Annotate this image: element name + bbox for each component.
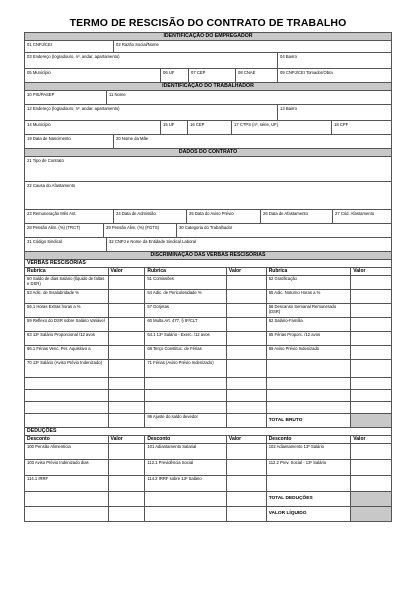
empty-cell[interactable]	[145, 390, 227, 401]
empty-cell[interactable]	[109, 390, 146, 401]
rubrica-cell[interactable]: 66.1 Férias Venc. Per. Aquisitivo a	[25, 346, 109, 359]
col-valor-3: Valor	[353, 436, 366, 442]
valor-cell[interactable]	[351, 444, 391, 459]
rubrica-cell[interactable]: 62 Salário-Família	[267, 318, 352, 331]
field-uf-trabalhador[interactable]: 15 UF	[161, 121, 188, 134]
col-valor-2: Valor	[227, 436, 267, 443]
verbas-empty-row	[24, 390, 392, 402]
empty-cell[interactable]	[227, 390, 267, 401]
field-data-admissao[interactable]: 24 Data de Admissão	[114, 210, 187, 223]
rubrica-cell[interactable]: 112.1 Previdência Social	[145, 460, 227, 475]
valor-cell[interactable]	[351, 476, 391, 491]
deducoes-total-row	[24, 492, 392, 507]
table-row	[24, 360, 392, 378]
table-row	[24, 476, 392, 492]
field-causa-afastamento[interactable]: 22 Causa do Afastamento	[27, 183, 76, 188]
rubrica-cell[interactable]: 103 Aviso Prévio Indenizado dias	[25, 460, 109, 475]
field-tipo-contrato[interactable]: 21 Tipo de Contrato	[27, 158, 64, 163]
field-codigo-sindical[interactable]: 31 Código Sindical	[25, 238, 107, 251]
valor-cell[interactable]	[351, 332, 391, 345]
section-trabalhador: IDENTIFICAÇÃO DO TRABALHADOR	[24, 83, 392, 91]
col-valor-3: Valor	[353, 268, 366, 274]
rubrica-cell[interactable]: 57 Gorjetas	[145, 304, 227, 317]
valor-cell[interactable]	[109, 360, 146, 377]
total-bruto-value[interactable]	[351, 414, 391, 427]
rubrica-cell[interactable]: 50 Saldo de dias Salário (líquido de faltas e DSR)	[25, 276, 109, 289]
empty-cell[interactable]	[145, 402, 227, 413]
field-data-nascimento[interactable]: 19 Data de Nascimento	[25, 135, 114, 148]
section-empregador: IDENTIFICAÇÃO DO EMPREGADOR	[24, 33, 392, 41]
valor-cell[interactable]	[227, 460, 267, 475]
field-nome-mae[interactable]: 20 Nome da Mãe	[116, 136, 149, 141]
field-pensao-fgts[interactable]: 29 Pensão Alim. (%) (FGTS)	[104, 224, 177, 237]
field-pensao-trct[interactable]: 28 Pensão Alim. (%) (TRCT)	[25, 224, 104, 237]
empty-cell[interactable]	[145, 492, 227, 506]
total-deducoes-value[interactable]	[351, 492, 391, 506]
table-row	[24, 318, 392, 332]
table-row	[24, 346, 392, 360]
table-row	[24, 290, 392, 304]
field-data-afastamento[interactable]: 26 Data de Afastamento	[261, 210, 333, 223]
empty-cell[interactable]	[25, 507, 109, 521]
valor-cell[interactable]	[227, 346, 267, 359]
table-row	[24, 460, 392, 476]
col-desconto-2: Desconto	[145, 436, 227, 443]
col-rubrica-1: Rubrica	[25, 268, 109, 275]
empty-cell[interactable]	[267, 378, 352, 389]
empty-cell[interactable]	[145, 507, 227, 521]
verbas-empty-row	[24, 402, 392, 414]
verbas-label: VERBAS RESCISÓRIAS	[24, 260, 392, 268]
valor-cell[interactable]	[109, 476, 146, 491]
col-desconto-3: Desconto	[267, 436, 352, 443]
valor-cell[interactable]	[227, 476, 267, 491]
valor-cell[interactable]	[109, 332, 146, 345]
field-cod-afastamento[interactable]: 27 Cód. Afastamento	[335, 211, 375, 216]
field-cep-trabalhador[interactable]: 16 CEP	[188, 121, 232, 134]
valor-liquido-value[interactable]	[351, 507, 391, 521]
verbas-empty-row	[24, 378, 392, 390]
col-rubrica-3: Rubrica	[267, 268, 352, 275]
empty-cell[interactable]	[227, 492, 267, 506]
field-bairro-trabalhador[interactable]: 13 Bairro	[280, 106, 297, 111]
valor-cell[interactable]	[227, 318, 267, 331]
rubrica-cell[interactable]: 65 Férias Proporc. /12 avos	[267, 332, 352, 345]
valor-cell[interactable]	[109, 290, 146, 303]
field-ajuste-saldo[interactable]: 99 Ajuste do saldo devedor	[145, 414, 227, 427]
field-endereco-empregador[interactable]: 03 Endereço (logradouro, nº, andar, apartamento)	[25, 53, 278, 68]
valor-cell[interactable]	[109, 318, 146, 331]
valor-cell[interactable]	[227, 276, 267, 289]
empty-cell[interactable]	[267, 390, 352, 401]
rubrica-cell[interactable]: 53 Adic. de Insalubridade %	[25, 290, 109, 303]
col-rubrica-2: Rubrica	[145, 268, 227, 275]
table-row	[24, 444, 392, 460]
rubrica-cell[interactable]: 101 Adiantamento Salarial	[145, 444, 227, 459]
col-desconto-1: Desconto	[25, 436, 109, 443]
verbas-rows	[24, 276, 392, 378]
field-entidade-sindical[interactable]: 32 CNPJ e Nome da Entidade Sindical Laboral	[109, 239, 197, 244]
field-municipio-empregador[interactable]: 05 Município	[25, 69, 161, 82]
valor-cell[interactable]	[227, 290, 267, 303]
valor-cell[interactable]	[227, 444, 267, 459]
rubrica-cell[interactable]: 112.2 Prev. Social - 13º Salário	[267, 460, 352, 475]
field-remuneracao[interactable]: 23 Remuneração Mês Ant.	[25, 210, 114, 223]
col-valor-2: Valor	[227, 268, 267, 275]
field-bairro-empregador[interactable]: 04 Bairro	[280, 54, 297, 59]
valor-cell[interactable]	[351, 304, 391, 317]
empty-cell[interactable]	[227, 378, 267, 389]
field-cnae[interactable]: 08 CNAE	[236, 69, 278, 82]
table-row	[24, 332, 392, 346]
rubrica-cell[interactable]: 64.1 13º Salário - Exerc. /12 avos	[145, 332, 227, 345]
empty-cell[interactable]	[109, 402, 146, 413]
rubrica-cell[interactable]: 69 Aviso Prévio Indenizado	[267, 346, 352, 359]
valor-cell[interactable]	[109, 444, 146, 459]
empty-cell[interactable]	[351, 378, 391, 389]
rubrica-cell[interactable]: 68 Terço Constituc. de Férias	[145, 346, 227, 359]
empty-cell[interactable]	[351, 390, 391, 401]
total-bruto-label: TOTAL BRUTO	[267, 414, 352, 427]
col-valor-1: Valor	[109, 268, 146, 275]
empty-cell[interactable]	[109, 414, 146, 427]
empty-cell[interactable]	[109, 507, 146, 521]
rubrica-cell[interactable]: 55 Adic. Noturno Horas a %	[267, 290, 352, 303]
rubrica-cell[interactable]	[267, 360, 352, 377]
empty-cell[interactable]	[351, 402, 391, 413]
table-row	[24, 276, 392, 290]
field-uf-empregador[interactable]: 06 UF	[161, 69, 189, 82]
field-cnpj-tomador[interactable]: 09 CNPJ/CEI Tomador/Obra	[280, 70, 333, 75]
valor-cell[interactable]	[351, 360, 391, 377]
form-title: TERMO DE RESCISÃO DO CONTRATO DE TRABALHO	[24, 14, 392, 33]
rubrica-cell[interactable]: 52 Gratificação	[267, 276, 352, 289]
valor-cell[interactable]	[351, 460, 391, 475]
rubrica-cell[interactable]: 59 Reflexo do DSR sobre Salário Variável	[25, 318, 109, 331]
rubrica-cell[interactable]: 100 Pensão Alimentícia	[25, 444, 109, 459]
field-cpf[interactable]: 18 CPF	[334, 122, 349, 127]
empty-cell[interactable]	[25, 492, 109, 506]
empty-cell[interactable]	[267, 402, 352, 413]
valor-cell[interactable]	[227, 304, 267, 317]
rubrica-cell[interactable]: 102 Adiantamento 13º Salário	[267, 444, 352, 459]
table-row	[24, 304, 392, 318]
empty-cell[interactable]	[227, 507, 267, 521]
rubrica-cell[interactable]: 58 Descanso Semanal Remunerado (DSR)	[267, 304, 352, 317]
valor-cell[interactable]	[109, 276, 146, 289]
valor-cell[interactable]	[351, 276, 391, 289]
field-razao-social[interactable]: 02 Razão Social/Nome	[116, 42, 159, 47]
rescission-form	[24, 14, 392, 522]
rubrica-cell[interactable]: 71 Férias (Aviso Prévio Indenizado)	[145, 360, 227, 377]
col-valor-1: Valor	[109, 436, 146, 443]
rubrica-cell[interactable]: 60 Multa Art. 477, § 8º/CLT	[145, 318, 227, 331]
deducoes-rows	[24, 444, 392, 492]
empty-cell[interactable]	[25, 390, 109, 401]
rubrica-cell[interactable]	[267, 476, 352, 491]
empty-cell[interactable]	[109, 492, 146, 506]
value-ajuste-saldo[interactable]	[227, 414, 267, 427]
valor-liquido-row	[24, 507, 392, 522]
valor-cell[interactable]	[109, 304, 146, 317]
field-municipio-trabalhador[interactable]: 14 Município	[25, 121, 161, 134]
section-contrato: DADOS DO CONTRATO	[24, 149, 392, 157]
field-categoria-trabalhador[interactable]: 30 Categoria do Trabalhador	[179, 225, 233, 230]
field-ctps[interactable]: 17 CTPS (nº, série, UF)	[232, 121, 332, 134]
rubrica-cell[interactable]: 51 Comissões	[145, 276, 227, 289]
field-pis-pasep[interactable]: 10 PIS/PASEP	[25, 91, 107, 104]
rubrica-cell[interactable]: 63 13º Salário Proporcional /12 avos	[25, 332, 109, 345]
field-cnpj-cei[interactable]: 01 CNPJ/CEI	[25, 41, 114, 52]
empty-cell[interactable]	[25, 402, 109, 413]
field-cep-empregador[interactable]: 07 CEP	[189, 69, 236, 82]
rubrica-cell[interactable]: 54 Adic. de Periculosidade %	[145, 290, 227, 303]
valor-cell[interactable]	[227, 332, 267, 345]
valor-cell[interactable]	[351, 290, 391, 303]
rubrica-cell[interactable]: 114.2 IRRF sobre 13º Salário	[145, 476, 227, 491]
section-verbas: DISCRIMINAÇÃO DAS VERBAS RESCISÓRIAS	[24, 252, 392, 260]
deducoes-label: DEDUÇÕES	[24, 428, 392, 436]
valor-cell[interactable]	[109, 346, 146, 359]
rubrica-cell[interactable]: 70 13º Salário (Aviso Prévio Indenizado)	[25, 360, 109, 377]
empty-cell[interactable]	[25, 414, 109, 427]
empty-cell[interactable]	[145, 378, 227, 389]
empty-cell[interactable]	[109, 378, 146, 389]
empty-cell[interactable]	[227, 402, 267, 413]
field-nome-trabalhador[interactable]: 11 Nome	[109, 92, 126, 97]
valor-cell[interactable]	[351, 318, 391, 331]
field-endereco-trabalhador[interactable]: 12 Endereço (logradouro, nº, andar, apartamento)	[25, 105, 278, 120]
total-deducoes-label: TOTAL DEDUÇÕES	[267, 492, 352, 506]
valor-cell[interactable]	[109, 460, 146, 475]
rubrica-cell[interactable]: 114.1 IRRF	[25, 476, 109, 491]
field-data-aviso-previo[interactable]: 25 Data do Aviso Prévio	[187, 210, 261, 223]
valor-liquido-label: VALOR LÍQUIDO	[267, 507, 352, 521]
valor-cell[interactable]	[227, 360, 267, 377]
empty-cell[interactable]	[25, 378, 109, 389]
valor-cell[interactable]	[351, 346, 391, 359]
rubrica-cell[interactable]: 56.1 Horas Extras horas a %	[25, 304, 109, 317]
verbas-total-row	[24, 414, 392, 428]
